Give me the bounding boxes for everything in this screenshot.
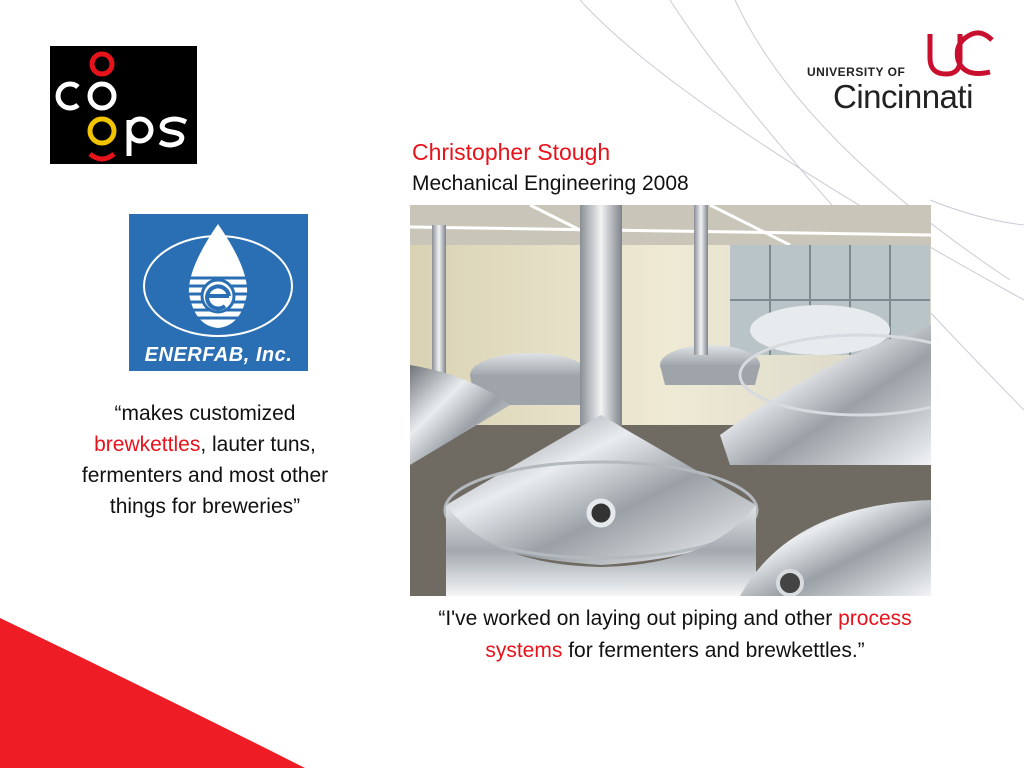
person-name: Christopher Stough xyxy=(412,139,611,165)
person-quote-highlight: process systems xyxy=(485,607,912,662)
uc-logo xyxy=(805,28,1005,118)
uc-university-text: UNIVERSITY OF xyxy=(807,65,906,79)
enerfab-quote-highlight: brewkettles xyxy=(94,433,201,456)
enerfab-logo xyxy=(129,214,308,371)
enerfab-drop-icon xyxy=(129,214,308,344)
uc-city-text: Cincinnati xyxy=(833,78,973,115)
person-quote-before: “I've worked on laying out piping and other xyxy=(438,607,839,630)
coops-logo-mark xyxy=(50,46,197,164)
brewhouse-photo xyxy=(410,205,931,596)
enerfab-name: ENERFAB, Inc. xyxy=(144,344,293,366)
enerfab-quote xyxy=(80,398,330,522)
coops-logo xyxy=(50,46,197,164)
red-swoosh xyxy=(0,618,305,768)
uc-mark-icon xyxy=(920,28,1000,85)
person-quote-after: for fermenters and brewkettles.” xyxy=(562,639,865,662)
person-quote xyxy=(415,603,935,667)
enerfab-quote-before: “makes customized xyxy=(114,402,296,425)
enerfab-quote-after: , lauter tuns, fermenters and most other things for breweries” xyxy=(81,433,329,518)
person-department: Mechanical Engineering 2008 xyxy=(412,172,689,195)
